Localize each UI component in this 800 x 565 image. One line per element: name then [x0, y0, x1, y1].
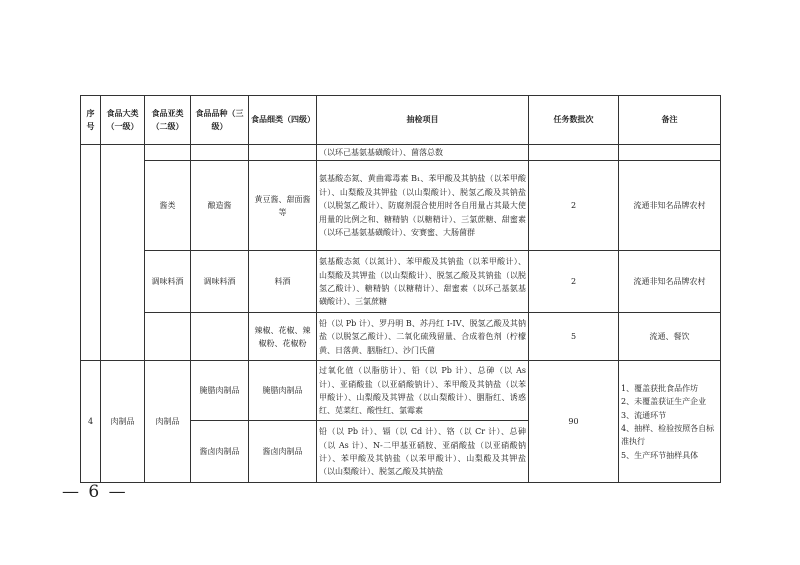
cell-batches: 2: [529, 161, 619, 251]
cell-cat3: 酿造酱: [191, 161, 249, 251]
page-number: — 6 —: [62, 482, 128, 502]
cell-notes: 流通非知名品牌农村: [619, 251, 721, 313]
cell-notes: 流通非知名品牌农村: [619, 161, 721, 251]
header-items: 抽检项目: [317, 96, 529, 145]
cell-items: 过氧化值（以脂肪计）、铅（以 Pb 计）、总砷（以 As 计）、亚硝酸盐（以亚硝酸钠计）、苯甲酸及其钠盐（以苯甲酸计）、山梨酸及其钾盐（以山梨酸计）、胭脂红、诱惑红、苋菜红、酸性红、氯霉素: [317, 361, 529, 421]
cell-empty: [191, 313, 249, 361]
cell-cat4: 黄豆酱、甜面酱等: [249, 161, 317, 251]
cell-items: 铅（以 Pb 计）、镉（以 Cd 计）、铬（以 Cr 计）、总砷（以 As 计）、N-二甲基亚硝胺、亚硝酸盐（以亚硝酸钠计）、苯甲酸及其钠盐（以苯甲酸计）、山梨酸及其钾盐（以山梨酸计）、脱氢乙酸及其钠盐: [317, 421, 529, 483]
cell-cat4: 腌腊肉制品: [249, 361, 317, 421]
header-cat4: 食品细类（四级）: [249, 96, 317, 145]
cell-items: （以环己基氨基磺酸计）、菌落总数: [317, 145, 529, 161]
header-cat1: 食品大类（一级）: [101, 96, 145, 145]
cell-cat2: 肉制品: [145, 361, 191, 483]
cell-items: 氨基酸态氮（以氮计）、苯甲酸及其钠盐（以苯甲酸计）、山梨酸及其钾盐（以山梨酸计）、脱氢乙酸及其钠盐（以脱氢乙酸计）、糖精钠（以糖精计）、甜蜜素（以环己基氨基磺酸计）、三氯蔗糖: [317, 251, 529, 313]
header-cat2: 食品亚类（二级）: [145, 96, 191, 145]
cell-cat4: 辣椒、花椒、辣椒粉、花椒粉: [249, 313, 317, 361]
cell-empty: [619, 145, 721, 161]
table-row: [81, 145, 721, 161]
cell-cat1-empty: [101, 145, 145, 361]
cell-seq-empty: [81, 145, 101, 361]
cell-cat4: 料酒: [249, 251, 317, 313]
note-item: 1、覆盖获批食品作坊: [621, 383, 699, 393]
cell-cat3: 调味料酒: [191, 251, 249, 313]
header-batches: 任务数批次: [529, 96, 619, 145]
note-item: 3、流通环节: [621, 410, 667, 420]
cell-seq: 4: [81, 361, 101, 483]
cell-notes-list: [619, 361, 721, 483]
cell-notes: 流通、餐饮: [619, 313, 721, 361]
cell-items: 铅（以 Pb 计）、罗丹明 B、苏丹红 I-IV、脱氢乙酸及其钠盐（以脱氢乙酸计）、二氧化硫残留量、合成着色剂（柠檬黄、日落黄、胭脂红）、沙门氏菌: [317, 313, 529, 361]
cell-batches: 90: [529, 361, 619, 483]
cell-empty: [529, 145, 619, 161]
cell-empty: [249, 145, 317, 161]
header-notes: 备注: [619, 96, 721, 145]
cell-items: 氨基酸态氮、黄曲霉毒素 B₁、苯甲酸及其钠盐（以苯甲酸计）、山梨酸及其钾盐（以山梨酸计）、脱氢乙酸及其钠盐（以脱氢乙酸计）、防腐剂混合使用时各自用量占其最大使用量的比例之和、糖精钠（以糖精计）、三氯蔗糖、甜蜜素（以环己基氨基磺酸计）、安赛蜜、大肠菌群: [317, 161, 529, 251]
note-item: 2、未覆盖获证生产企业: [621, 397, 707, 407]
inspection-table: [80, 95, 721, 483]
cell-cat1: 肉制品: [101, 361, 145, 483]
cell-empty: [191, 145, 249, 161]
header-row: [81, 96, 721, 145]
cell-batches: 5: [529, 313, 619, 361]
table-row: [81, 361, 721, 421]
header-cat3: 食品品种（三级）: [191, 96, 249, 145]
cell-empty: [145, 313, 191, 361]
cell-cat2: 调味料酒: [145, 251, 191, 313]
header-seq: 序号: [81, 96, 101, 145]
cell-empty: [145, 145, 191, 161]
cell-batches: 2: [529, 251, 619, 313]
cell-cat2: 酱类: [145, 161, 191, 251]
note-item: 4、抽样、检验按照各自标准执行: [621, 423, 715, 447]
table-row: [81, 313, 721, 361]
cell-cat4: 酱卤肉制品: [249, 421, 317, 483]
cell-cat3: 酱卤肉制品: [191, 421, 249, 483]
table-row: [81, 251, 721, 313]
cell-cat3: 腌腊肉制品: [191, 361, 249, 421]
note-item: 5、生产环节抽样具体: [621, 450, 699, 460]
table-row: [81, 161, 721, 251]
